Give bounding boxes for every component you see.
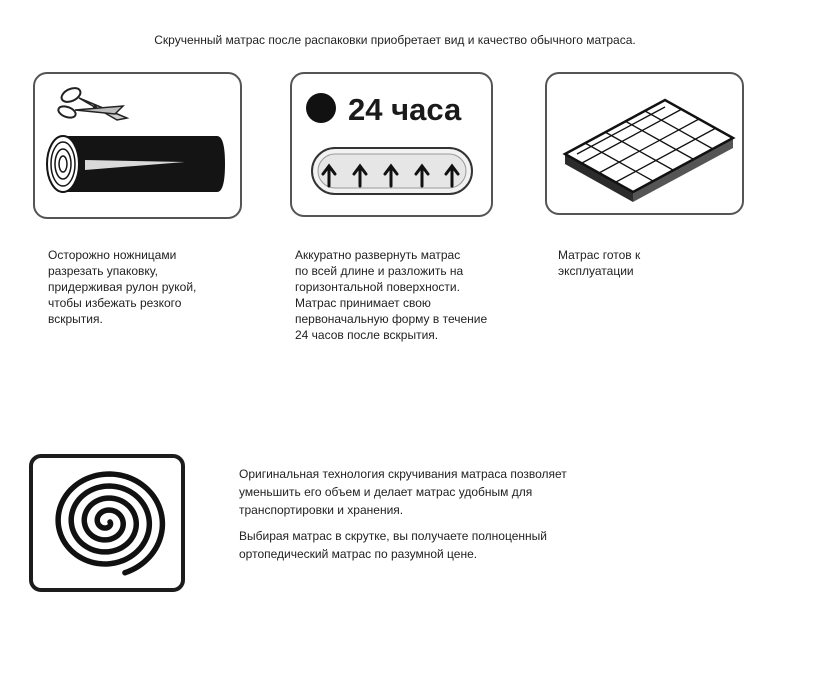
hours-label: 24 часа (348, 92, 462, 127)
unroll-24h-icon-box (290, 72, 493, 217)
mattress-icon-box (545, 72, 744, 215)
scissors-roll-icon (35, 74, 240, 217)
spiral-icon-box (29, 454, 185, 592)
step-1-caption: Осторожно ножницами разрезать упаковку, придерживая рулон рукой, чтобы избежать резкого вскрытия. (48, 248, 197, 326)
spiral-icon (33, 458, 181, 588)
unroll-24h-icon (292, 74, 491, 215)
footer-paragraph-1: Оригинальная технология скручивания матраса позволяет уменьшить его объем и делает матрас удобным для транспортировки и хранения. (239, 467, 567, 517)
black-dot-icon (306, 93, 336, 123)
step-3-caption: Матрас готов к эксплуатации (558, 248, 641, 278)
footer-paragraph-2: Выбирая матрас в скрутке, вы получаете полноценный ортопедический матрас по разумной цене. (239, 529, 547, 561)
mattress-icon (547, 74, 742, 213)
scissors-roll-icon-box (33, 72, 242, 219)
page-heading: Скрученный матрас после распаковки приобретает вид и качество обычного матраса. (154, 33, 636, 47)
step-2-caption: Аккуратно развернуть матрас по всей длине и разложить на горизонтальной поверхности. Матрас принимает свою первоначальную форму в течение 24 часов после вскрытия. (295, 248, 488, 342)
